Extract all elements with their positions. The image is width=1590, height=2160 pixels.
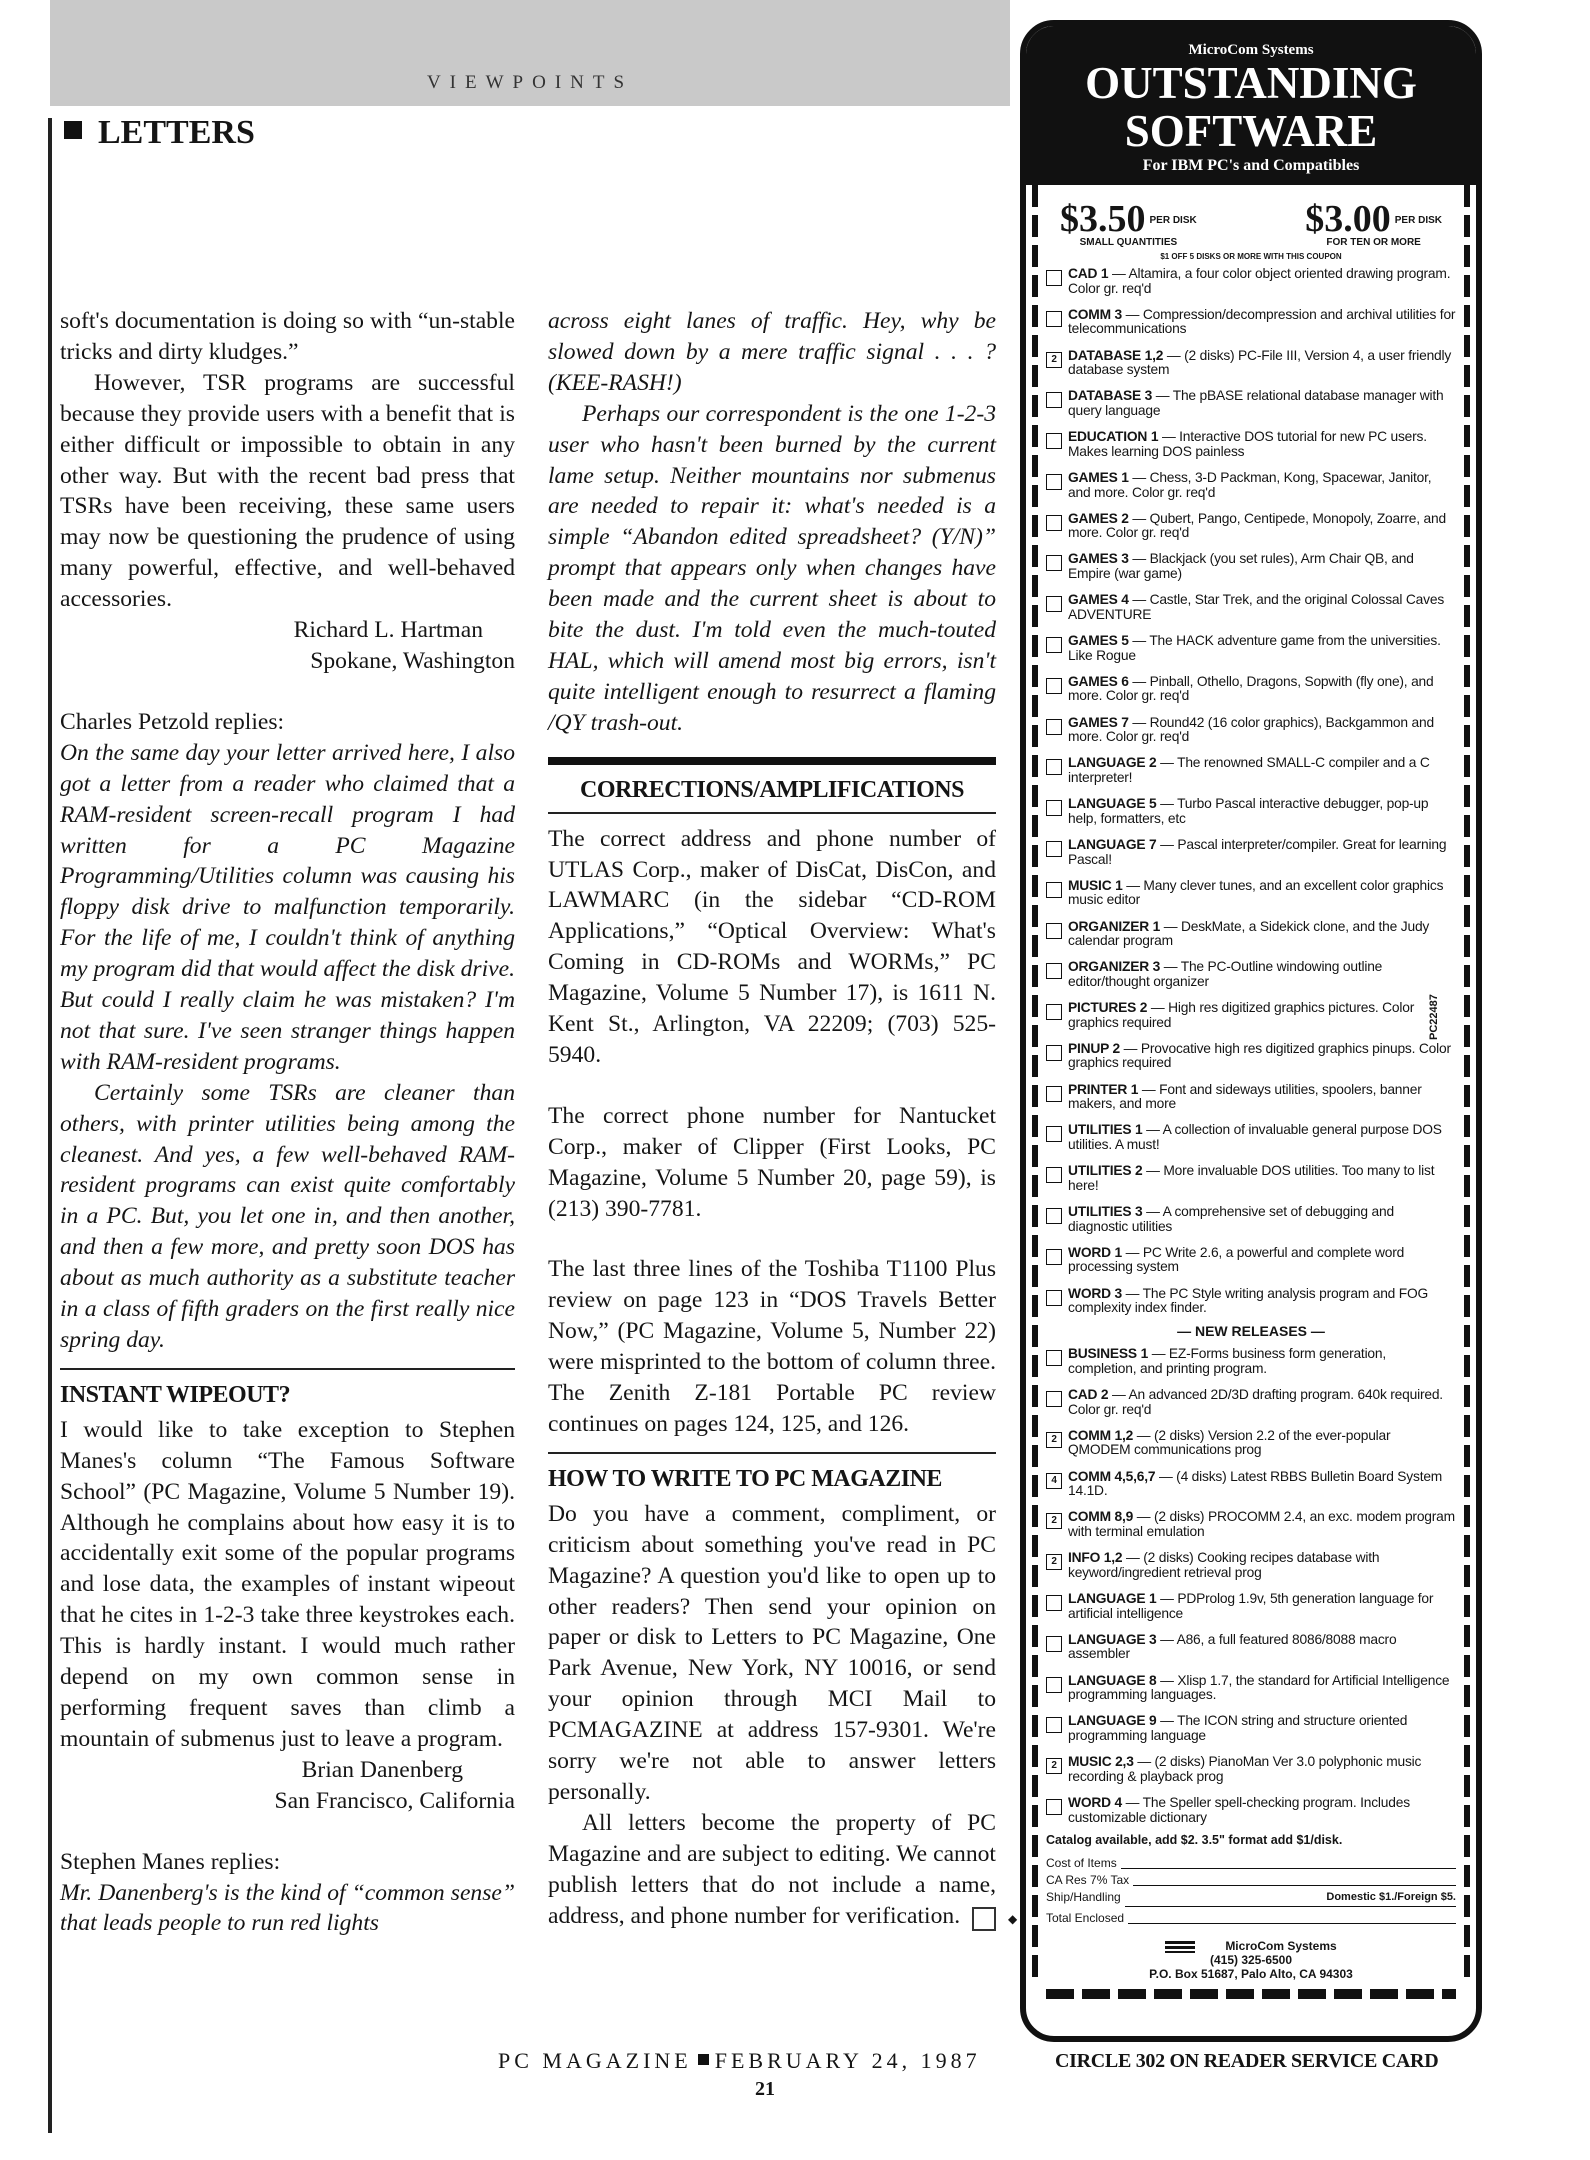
software-item-text <box>1068 552 1456 581</box>
ad-body <box>1026 185 1476 1981</box>
form-line[interactable] <box>1128 1910 1456 1924</box>
software-item[interactable] <box>1046 512 1456 541</box>
checkbox-icon[interactable] <box>1046 719 1062 735</box>
software-item-text <box>1068 1510 1456 1539</box>
checkbox-icon[interactable] <box>1046 1126 1062 1142</box>
paragraph: soft's documentation is doing so with “un-stable tricks and dirty kludges.” <box>60 308 515 365</box>
contact-address: P.O. Box 51687, Palo Alto, CA 94303 <box>1149 1966 1353 1981</box>
software-item-desc: — A collection of invaluable general purpose DOS utilities. A must! <box>1068 1122 1442 1152</box>
software-item-text <box>1068 1592 1456 1621</box>
footer-magazine: PC MAGAZINE <box>498 2048 692 2073</box>
checkbox-icon[interactable] <box>1046 1391 1062 1407</box>
section-label: VIEWPOINTS <box>426 72 634 93</box>
software-item[interactable] <box>1046 1551 1456 1580</box>
software-item-text <box>1068 1714 1456 1743</box>
contact-phone: (415) 325-6500 <box>1209 1952 1293 1967</box>
ad-vendor: MicroCom Systems <box>1188 42 1314 58</box>
software-item-name: LANGUAGE 1 <box>1068 1591 1157 1606</box>
software-item-text <box>1068 512 1456 541</box>
software-item-text <box>1068 349 1456 378</box>
paragraph: I would like to take exception to Stephen Manes's column “The Famous Software School” (PC Magazine, Volume 5 Number 19). Although he complains about how easy it is to accidentally exit some of the popular programs and lose data, the examples of instant wipeout that he cites in 1-2-3 take three keystrokes each. This is hardly instant. I would much rather depend on my own common sense in performing frequent saves than climb a mountain of submenus just to leave a program. <box>60 1416 515 1752</box>
software-item-text <box>1068 756 1456 785</box>
checkbox-icon[interactable] <box>1046 1167 1062 1183</box>
software-item-name: GAMES 6 <box>1068 673 1129 689</box>
software-item-name: GAMES 1 <box>1068 469 1129 485</box>
software-item-desc: — Interactive DOS tutorial for new PC users. Makes learning DOS painless <box>1068 429 1427 459</box>
form-label: Total Enclosed <box>1046 1910 1125 1925</box>
paragraph: The correct address and phone number of UTLAS Corp., maker of DisCat, DisCon, and LAWMARC (in the sidebar “CD-ROM Applications,” “Optical Overview: What's Coming in CD-ROMs and WORMs,” PC Magazine, Volume 5 Number 17), is 1611 N. Kent St., Arlington, VA 22209; (703) 525-5940. <box>548 825 996 1068</box>
software-item[interactable] <box>1046 389 1456 418</box>
order-form-row[interactable] <box>1046 1889 1456 1910</box>
form-line[interactable] <box>1133 1872 1456 1886</box>
checkbox-icon[interactable] <box>1046 1290 1062 1306</box>
software-item-desc: — Compression/decompression and archival utilities for telecommunications <box>1068 306 1456 337</box>
signature-place: San Francisco, California <box>274 1787 515 1814</box>
software-item-desc: — Provocative high res digitized graphics pinups. Color graphics required <box>1068 1040 1451 1071</box>
software-item[interactable] <box>1046 960 1456 989</box>
software-item-desc: — PC Write 2.6, a powerful and complete word processing system <box>1068 1244 1405 1275</box>
checkbox-icon[interactable] <box>1046 882 1062 898</box>
software-item[interactable] <box>1046 1042 1456 1071</box>
software-item-name: GAMES 4 <box>1068 592 1129 608</box>
checkbox-icon[interactable] <box>1046 515 1062 531</box>
end-mark-icon: ◆ <box>972 1907 996 1931</box>
paragraph: The correct phone number for Nantucket Corp., maker of Clipper (First Looks, PC Magazine, Volume 5 Number 20, page 59), is (213) 390-7781. <box>548 1102 996 1222</box>
software-item-name: PRINTER 1 <box>1068 1081 1139 1097</box>
software-item-desc: — (2 disks) Cooking recipes database with keyword/ingredient retrieval prog <box>1068 1550 1380 1580</box>
software-item-text <box>1068 1674 1456 1703</box>
software-item-text <box>1068 675 1456 704</box>
checkbox-icon[interactable] <box>1046 1595 1062 1611</box>
reader-service: CIRCLE 302 ON READER SERVICE CARD <box>1055 2050 1439 2072</box>
software-item-desc: — Pinball, Othello, Dragons, Sopwith (fly one), and more. Color gr. req'd <box>1068 673 1434 704</box>
company-logo-icon <box>1165 1941 1195 1953</box>
software-item-text <box>1068 267 1456 296</box>
letters-title-text: LETTERS <box>98 114 255 151</box>
checkbox-icon[interactable]: 2 <box>1046 1432 1062 1448</box>
software-item-name: MUSIC 2,3 <box>1068 1754 1134 1770</box>
software-item-text <box>1068 1164 1456 1193</box>
software-item[interactable] <box>1046 1714 1456 1743</box>
software-item[interactable] <box>1046 797 1456 826</box>
checkbox-icon[interactable] <box>1046 433 1062 449</box>
software-item-name: COMM 3 <box>1068 306 1122 322</box>
checkbox-icon[interactable] <box>1046 800 1062 816</box>
software-item[interactable] <box>1046 756 1456 785</box>
software-item-desc: — Blackjack (you set rules), Arm Chair QB, and Empire (war game) <box>1068 551 1414 582</box>
checkbox-icon[interactable]: 2 <box>1046 352 1062 368</box>
price-amount: $3.00 <box>1305 198 1391 240</box>
software-item[interactable] <box>1046 593 1456 622</box>
software-item[interactable] <box>1046 1001 1456 1030</box>
software-item[interactable] <box>1046 1429 1456 1458</box>
catalog-note: Catalog available, add $2. 3.5" format add $1/disk. <box>1046 1832 1343 1847</box>
software-item-desc: — (2 disks) Version 2.2 of the ever-popular QMODEM communications prog <box>1068 1427 1391 1458</box>
software-item-name: UTILITIES 1 <box>1068 1122 1143 1138</box>
software-item-text <box>1068 634 1456 663</box>
reply-paragraph: Certainly some TSRs are cleaner than others, with printer utilities being among the cleanest. And yes, a few well-behaved RAM-resident programs can exist quite comfortably in a PC. But, you let one in, and then another, and then a few more, and pretty soon DOS has about as much authority as a substitute teacher in a class of fifth graders on the first really nice spring day. <box>60 1079 515 1353</box>
software-item-desc: — (4 disks) Latest RBBS Bulletin Board System 14.1D. <box>1068 1468 1443 1499</box>
bullet-square-icon <box>698 2054 709 2065</box>
discount-note: $1 OFF 5 DISKS OR MORE WITH THIS COUPON <box>1160 252 1342 261</box>
software-item-desc: — The PC Style writing analysis program and FOG complexity index finder. <box>1068 1285 1429 1316</box>
software-item-desc: — Round42 (16 color graphics), Backgammon and more. Color gr. req'd <box>1068 714 1434 745</box>
software-item-text <box>1068 308 1456 337</box>
software-item-name: WORD 3 <box>1068 1285 1122 1301</box>
software-item-desc: — Font and sideways utilities, spoolers, banner makers, and more <box>1068 1081 1422 1112</box>
software-item-name: ORGANIZER 1 <box>1068 918 1161 934</box>
software-item-desc: — An advanced 2D/3D drafting program. 640k required. Color gr. req'd <box>1068 1387 1443 1417</box>
checkbox-icon[interactable] <box>1046 311 1062 327</box>
software-item-name: ORGANIZER 3 <box>1068 959 1161 975</box>
order-form-row[interactable] <box>1046 1872 1456 1889</box>
software-item-name: PINUP 2 <box>1068 1040 1121 1056</box>
checkbox-icon[interactable] <box>1046 841 1062 857</box>
ad-code: PC22487 <box>1428 994 1440 1040</box>
divider-thick <box>548 757 996 765</box>
software-item-desc: — Xlisp 1.7, the standard for Artificial Intelligence programming languages. <box>1068 1672 1450 1703</box>
software-item-text <box>1068 1042 1456 1071</box>
checkbox-icon[interactable] <box>1046 1717 1062 1733</box>
column-1 <box>60 306 515 1939</box>
software-item-name: GAMES 3 <box>1068 551 1129 567</box>
software-item-name: CAD 1 <box>1068 266 1109 281</box>
software-item-name: LANGUAGE 8 <box>1068 1672 1157 1688</box>
software-item-desc: — Turbo Pascal interactive debugger, pop-up help, formatters, etc <box>1068 796 1429 826</box>
software-item[interactable] <box>1046 1205 1456 1234</box>
software-item-name: WORD 1 <box>1068 1244 1122 1260</box>
checkbox-icon[interactable] <box>1046 1249 1062 1265</box>
software-item[interactable] <box>1046 308 1456 337</box>
software-item[interactable] <box>1046 1083 1456 1112</box>
price-qty: SMALL QUANTITIES <box>1079 237 1178 248</box>
software-item-text <box>1068 1755 1456 1784</box>
order-form-row[interactable] <box>1046 1855 1456 1872</box>
software-item-text <box>1068 1347 1456 1376</box>
software-item-text <box>1068 593 1456 622</box>
software-item[interactable] <box>1046 716 1456 745</box>
checkbox-icon[interactable] <box>1046 1045 1062 1061</box>
software-item[interactable] <box>1046 1796 1456 1825</box>
paragraph: However, TSR programs are successful because they provide users with a benefit that is either difficult or impossible to obtain in any other way. But with the recent bad press that TSRs have been receiving, these same users may now be questioning the prudence of using many powerful, effective, and well-behaved accessories. <box>60 369 515 613</box>
software-item-desc: — EZ-Forms business form generation, completion, and printing program. <box>1068 1346 1387 1376</box>
section-heading: HOW TO WRITE TO PC MAGAZINE <box>548 1465 942 1492</box>
price-qty: FOR TEN OR MORE <box>1326 237 1421 248</box>
checkbox-icon[interactable] <box>1046 1208 1062 1224</box>
footer-date: FEBRUARY 24, 1987 <box>714 2048 981 2073</box>
software-item-desc: — More invaluable DOS utilities. Too many to list here! <box>1068 1163 1435 1193</box>
software-item-text <box>1068 716 1456 745</box>
software-item-text <box>1068 1429 1456 1458</box>
section-heading: INSTANT WIPEOUT? <box>60 1381 291 1408</box>
reply-paragraph: Perhaps our correspondent is the one 1-2-3 user who hasn't been burned by the current lame setup. Neither mountains nor submenus are needed to repair it: what's needed is a simple “Abandon edited spreadsheet? (Y/N)” prompt that appears only when changes have been made and the current sheet is about to bite the dust. I'm told even the much-touted HAL, which will amend most big errors, isn't quite intelligent enough to resurrect a flaming /QY trash-out. <box>548 400 996 736</box>
software-item[interactable] <box>1046 634 1456 663</box>
software-item[interactable] <box>1046 1164 1456 1193</box>
software-item[interactable] <box>1046 267 1456 296</box>
reply-paragraph: across eight lanes of traffic. Hey, why be slowed down by a mere traffic signal . . . ? (KEE-RASH!) <box>548 308 996 396</box>
software-item-text <box>1068 1796 1456 1825</box>
software-item[interactable] <box>1046 675 1456 704</box>
price-amount: $3.50 <box>1060 198 1146 240</box>
reply-label: Charles Petzold replies: <box>60 708 285 735</box>
checkbox-icon[interactable] <box>1046 963 1062 979</box>
software-item-text <box>1068 879 1456 908</box>
software-item[interactable] <box>1046 1755 1456 1784</box>
software-item-text <box>1068 1633 1456 1662</box>
software-item-name: INFO 1,2 <box>1068 1550 1123 1566</box>
software-item[interactable] <box>1046 349 1456 378</box>
ad-contact <box>1046 1939 1456 1981</box>
checkbox-icon[interactable]: 2 <box>1046 1554 1062 1570</box>
page-title <box>64 114 255 152</box>
software-item[interactable] <box>1046 430 1456 459</box>
order-form-row[interactable] <box>1046 1910 1456 1927</box>
software-item-desc: — (2 disks) PianoMan Ver 3.0 polyphonic music recording & playback prog <box>1068 1754 1422 1784</box>
software-item-name: BUSINESS 1 <box>1068 1346 1149 1362</box>
checkbox-icon[interactable]: 4 <box>1046 1473 1062 1489</box>
software-item-name: LANGUAGE 9 <box>1068 1713 1157 1729</box>
advertisement <box>1020 20 1482 2042</box>
software-item-name: GAMES 2 <box>1068 510 1129 526</box>
software-item[interactable] <box>1046 1123 1456 1152</box>
software-item-desc: — The ICON string and structure oriented programming language <box>1068 1713 1408 1743</box>
checkbox-icon[interactable] <box>1046 270 1062 286</box>
software-item-desc: — The renowned SMALL-C compiler and a C interpreter! <box>1068 755 1430 785</box>
software-item[interactable] <box>1046 1246 1456 1275</box>
software-item-name: UTILITIES 2 <box>1068 1163 1143 1179</box>
software-item[interactable] <box>1046 1674 1456 1703</box>
software-item-text <box>1068 389 1456 418</box>
checkbox-icon[interactable] <box>1046 1004 1062 1020</box>
software-item-name: UTILITIES 3 <box>1068 1203 1143 1219</box>
software-item-name: DATABASE 3 <box>1068 388 1153 404</box>
software-item-desc: — A86, a full featured 8086/8088 macro assembler <box>1068 1631 1397 1662</box>
form-line[interactable]: Domestic $1./Foreign $5. <box>1125 1889 1456 1907</box>
paragraph: The last three lines of the Toshiba T1100 Plus review on page 123 in “DOS Travels Better Now,” (PC Magazine, Volume 5, Number 22) were misprinted to the bottom of column three. The Zenith Z-181 Portable PC review continues on pages 124, 125, and 126. <box>548 1256 996 1437</box>
ad-subtitle: For IBM PC's and Compatibles <box>1142 157 1360 174</box>
software-item-desc: — DeskMate, a Sidekick clone, and the Judy calendar program <box>1068 918 1430 949</box>
software-item-desc: — Chess, 3-D Packman, Kong, Spacewar, Janitor, and more. Color gr. req'd <box>1068 469 1432 500</box>
checkbox-icon[interactable] <box>1046 392 1062 408</box>
checkbox-icon[interactable] <box>1046 474 1062 490</box>
software-item[interactable] <box>1046 1470 1456 1499</box>
software-item[interactable] <box>1046 1510 1456 1539</box>
software-item[interactable] <box>1046 1347 1456 1376</box>
footer <box>498 2048 981 2074</box>
software-item-text <box>1068 1470 1456 1499</box>
software-item-text <box>1068 1246 1456 1275</box>
software-item-text <box>1068 838 1456 867</box>
software-item-text <box>1068 920 1456 949</box>
paragraph-text: All letters become the property of PC Magazine and are subject to editing. We cannot publish letters that do not include a name, address, and phone number for verification. <box>548 1809 996 1929</box>
software-item-desc: — A comprehensive set of debugging and diagnostic utilities <box>1068 1203 1394 1234</box>
software-item-text <box>1068 1287 1456 1316</box>
software-item-name: LANGUAGE 7 <box>1068 836 1157 852</box>
software-item-text <box>1068 1551 1456 1580</box>
software-item-text <box>1068 430 1456 459</box>
checkbox-icon[interactable] <box>1046 678 1062 694</box>
software-item-text <box>1068 1205 1456 1234</box>
price-row <box>1046 185 1456 248</box>
software-item-desc: — The pBASE relational database manager with query language <box>1068 388 1444 418</box>
software-item-text <box>1068 1001 1456 1030</box>
software-item-name: LANGUAGE 2 <box>1068 755 1157 771</box>
checkbox-icon[interactable] <box>1046 1677 1062 1693</box>
checkbox-icon[interactable] <box>1046 637 1062 653</box>
software-item-name: GAMES 7 <box>1068 714 1129 730</box>
reply-label: Stephen Manes replies: <box>60 1848 281 1875</box>
price-bulk <box>1305 197 1442 248</box>
software-item-desc: — The PC-Outline windowing outline editor/thought organizer <box>1068 959 1383 989</box>
price-small <box>1060 197 1197 248</box>
software-item-desc: — PDProlog 1.9v, 5th generation language for artificial intelligence <box>1068 1591 1434 1621</box>
software-item-desc: — Pascal interpreter/compiler. Great for learning Pascal! <box>1068 836 1447 867</box>
software-item-text <box>1068 960 1456 989</box>
section-heading: CORRECTIONS/AMPLIFICATIONS <box>580 776 964 803</box>
form-label: CA Res 7% Tax <box>1046 1872 1130 1887</box>
checkbox-icon[interactable] <box>1046 555 1062 571</box>
checkbox-icon[interactable] <box>1046 923 1062 939</box>
software-item-desc: — Altamira, a four color object oriented drawing program. Color gr. req'd <box>1068 266 1451 296</box>
software-item-name: LANGUAGE 3 <box>1068 1631 1157 1647</box>
form-label: Ship/Handling <box>1046 1889 1121 1904</box>
left-rule <box>48 118 52 2133</box>
bullet-square-icon <box>64 121 82 139</box>
contact-name: MicroCom Systems <box>1225 1938 1337 1953</box>
paragraph <box>548 1808 1018 1932</box>
software-item-desc: — Qubert, Pango, Centipede, Monopoly, Zoarre, and more. Color gr. req'd <box>1068 510 1446 541</box>
software-item-name: COMM 4,5,6,7 <box>1068 1468 1156 1484</box>
checkbox-icon[interactable] <box>1046 759 1062 775</box>
software-item-name: CAD 2 <box>1068 1387 1109 1403</box>
software-item-desc: — (2 disks) PC-File III, Version 4, a user friendly database system <box>1068 347 1452 378</box>
paragraph: Do you have a comment, compliment, or criticism about something you've read in PC Magazine? A question you'd like to open up to other readers? Then send your opinion on paper or disk to Letters to PC Magazine, One Park Avenue, New York, NY 10016, or send your opinion through MCI Mail to PCMAGAZINE at address 157-9301. We're sorry we're not able to answer letters personally. <box>548 1500 996 1805</box>
checkbox-icon[interactable] <box>1046 596 1062 612</box>
signature-place: Spokane, Washington <box>310 647 515 674</box>
software-item[interactable] <box>1046 920 1456 949</box>
software-item[interactable] <box>1046 471 1456 500</box>
checkbox-icon[interactable] <box>1046 1086 1062 1102</box>
signature-name: Brian Danenberg <box>301 1756 463 1783</box>
divider <box>548 812 996 814</box>
software-item-text <box>1068 1123 1456 1152</box>
software-item-name: EDUCATION 1 <box>1068 429 1159 445</box>
checkbox-icon[interactable] <box>1046 1636 1062 1652</box>
software-item-name: MUSIC 1 <box>1068 877 1123 893</box>
checkbox-icon[interactable] <box>1046 1799 1062 1815</box>
software-item[interactable] <box>1046 1388 1456 1417</box>
software-item-text <box>1068 797 1456 826</box>
checkbox-icon[interactable] <box>1046 1350 1062 1366</box>
price-unit: PER DISK <box>1149 215 1197 226</box>
reply-paragraph: On the same day your letter arrived here, I also got a letter from a reader who claimed that a RAM-resident screen-recall program I had written for a PC Magazine Programming/Utilities column was causing his floppy disk drive to malfunction temporarily. For the life of me, I couldn't think of anything my program did that would affect the disk drive. But could I really claim he was mistaken? I'm not that sure. I've seen stranger things happen with RAM-resident programs. <box>60 739 515 1075</box>
software-item-text <box>1068 1388 1456 1417</box>
new-releases-heading: — NEW RELEASES — <box>1177 1323 1325 1340</box>
divider <box>60 1368 515 1370</box>
column-2 <box>548 306 1018 1932</box>
software-item-desc: — The Speller spell-checking program. Includes customizable dictionary <box>1068 1794 1410 1825</box>
divider <box>548 1452 996 1454</box>
software-item-name: WORD 4 <box>1068 1794 1122 1810</box>
software-item[interactable] <box>1046 552 1456 581</box>
reply-paragraph: Mr. Danenberg's is the kind of “common sense” that leads people to run red lights <box>60 1879 515 1937</box>
ad-headline: OUTSTANDING <box>1085 58 1417 108</box>
software-item-desc: — (2 disks) PROCOMM 2.4, an exc. modem program with terminal emulation <box>1068 1509 1455 1540</box>
new-software-list <box>1046 1347 1456 1825</box>
software-item-text <box>1068 471 1456 500</box>
software-item-name: COMM 8,9 <box>1068 1509 1134 1525</box>
checkbox-icon[interactable]: 2 <box>1046 1758 1062 1774</box>
software-item[interactable] <box>1046 838 1456 867</box>
coupon-border <box>1046 1989 1456 1999</box>
ad-header <box>1026 26 1476 185</box>
software-item-name: PICTURES 2 <box>1068 1000 1148 1016</box>
software-item[interactable] <box>1046 1633 1456 1662</box>
ad-headline: SOFTWARE <box>1124 106 1378 156</box>
software-item-text <box>1068 1083 1456 1112</box>
software-item-name: DATABASE 1,2 <box>1068 347 1164 363</box>
software-item-name: LANGUAGE 5 <box>1068 796 1157 812</box>
software-item-name: COMM 1,2 <box>1068 1427 1134 1443</box>
page-number: 21 <box>755 2078 775 2100</box>
software-list <box>1046 267 1456 1316</box>
form-line[interactable] <box>1121 1855 1456 1869</box>
form-label: Cost of Items <box>1046 1855 1117 1870</box>
software-item[interactable] <box>1046 879 1456 908</box>
software-item-desc: — The HACK adventure game from the universities. Like Rogue <box>1068 633 1441 663</box>
software-item-desc: — Many clever tunes, and an excellent color graphics music editor <box>1068 877 1444 908</box>
checkbox-icon[interactable]: 2 <box>1046 1513 1062 1529</box>
software-item-desc: — Castle, Star Trek, and the original Colossal Caves ADVENTURE <box>1068 592 1445 622</box>
software-item-desc: — High res digitized graphics pictures. Color graphics required <box>1068 1000 1415 1030</box>
software-item[interactable] <box>1046 1287 1456 1316</box>
price-unit: PER DISK <box>1394 215 1442 226</box>
signature-name: Richard L. Hartman <box>293 617 483 644</box>
software-item-name: GAMES 5 <box>1068 633 1129 649</box>
software-item[interactable] <box>1046 1592 1456 1621</box>
